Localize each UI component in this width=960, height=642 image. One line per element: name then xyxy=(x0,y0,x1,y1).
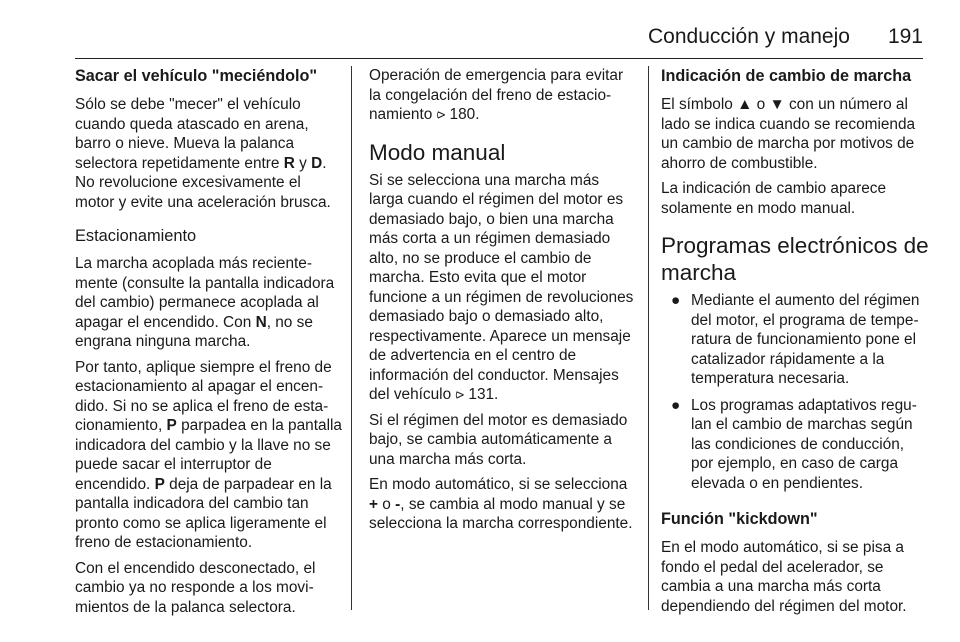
paragraph-manual-2: Si el régimen del motor es demasiado bajo, se cambia automáticamente a una marcha más corta. xyxy=(369,411,628,468)
column-divider xyxy=(351,66,352,610)
program-list xyxy=(661,291,929,493)
paragraph-manual-3: En modo automático, si se selecciona + o -, se cambia al modo manual y se selecciona la marcha correspondiente. xyxy=(369,476,633,532)
paragraph-emergency: Operación de emergencia para evitar la congelación del freno de estacionamiento ⪧ 180. xyxy=(369,67,624,123)
running-title: Conducción y manejo xyxy=(648,25,850,48)
paragraph-kickdown: En el modo automático, si se pisa a fondo el pedal del acelerador, se cambia a una marcha más corta dependiendo del régimen del motor. xyxy=(661,539,907,615)
heading-shift-indication: Indicación de cambio de marcha xyxy=(661,67,912,85)
page-reference-link[interactable]: ⪧ 131. xyxy=(455,386,499,403)
list-item: ● Mediante el aumento del régimen del motor, el programa de temperatura de funcionamiento pone el catalizador rápidamente a la temperatura necesaria. xyxy=(671,292,920,387)
page-reference-link[interactable]: ⪧ 180. xyxy=(436,106,480,123)
column-right xyxy=(661,66,929,622)
heading-manual-mode: Modo manual xyxy=(369,139,506,165)
page-number: 191 xyxy=(887,25,923,48)
column-divider xyxy=(648,66,649,610)
bullet-icon: ● xyxy=(671,396,681,414)
heading-rocking: Sacar el vehículo "meciéndolo" xyxy=(75,67,318,85)
paragraph-shift-2: La indicación de cambio aparece solamente en modo manual. xyxy=(661,180,887,217)
paragraph-rocking: Sólo se debe "mecer" el vehículo cuando queda atascado en arena, barro o nieve. Mueva la palanca selectora repetidamente entre R y D. No revolucione excesivamente el motor y evite una aceleración brusca. xyxy=(75,96,331,211)
page-header xyxy=(75,24,923,59)
heading-electronic-programs: Programas electrónicos de marcha xyxy=(661,233,929,285)
column-left xyxy=(75,66,343,623)
paragraph-parking-3: Con el encendido desconectado, el cambio ya no responde a los movimientos de la palanca selectora. xyxy=(75,559,316,616)
heading-parking: Estacionamiento xyxy=(75,227,197,245)
list-item: ● Los programas adaptativos regulan el cambio de marchas según las condiciones de conducción, por ejemplo, en caso de carga elevada o en pendientes. xyxy=(671,396,917,492)
bullet-icon: ● xyxy=(671,292,681,309)
heading-kickdown: Función "kickdown" xyxy=(661,510,818,528)
column-middle xyxy=(369,66,637,540)
paragraph-parking-1: La marcha acoplada más recientemente (consulte la pantalla indicadora del cambio) permanece acoplada al apagar el encendido. Con N, no se engrana ninguna marcha. xyxy=(75,255,335,350)
paragraph-parking-2: Por tanto, aplique siempre el freno de estacionamiento al apagar el encendido. Si no se aplica el freno de estacionamiento, P parpadea en la pantalla indicadora del cambio y la llave no se puede sacar el interruptor de encendido. P deja de parpadear en la pantalla indicadora del cambio tan pronto como se aplica ligeramente el freno de estacionamiento. xyxy=(75,358,342,551)
paragraph-shift-1: El símbolo ▲ o ▼ con un número al lado se indica cuando se recomienda un cambio de marcha por motivos de ahorro de combustible. xyxy=(661,96,916,172)
paragraph-manual-1: Si se selecciona una marcha más larga cuando el régimen del motor es demasiado bajo, o bien una marcha más corta a un régimen demasiado alto, no se produce el cambio de marcha. Esto evita que el motor funcione a un régimen de revoluciones demasiado bajo o demasiado alto, respectivamente. Aparece un mensaje de advertencia en el centro de información del conductor. Mensajes del vehículo ⪧ 131. xyxy=(369,171,634,403)
